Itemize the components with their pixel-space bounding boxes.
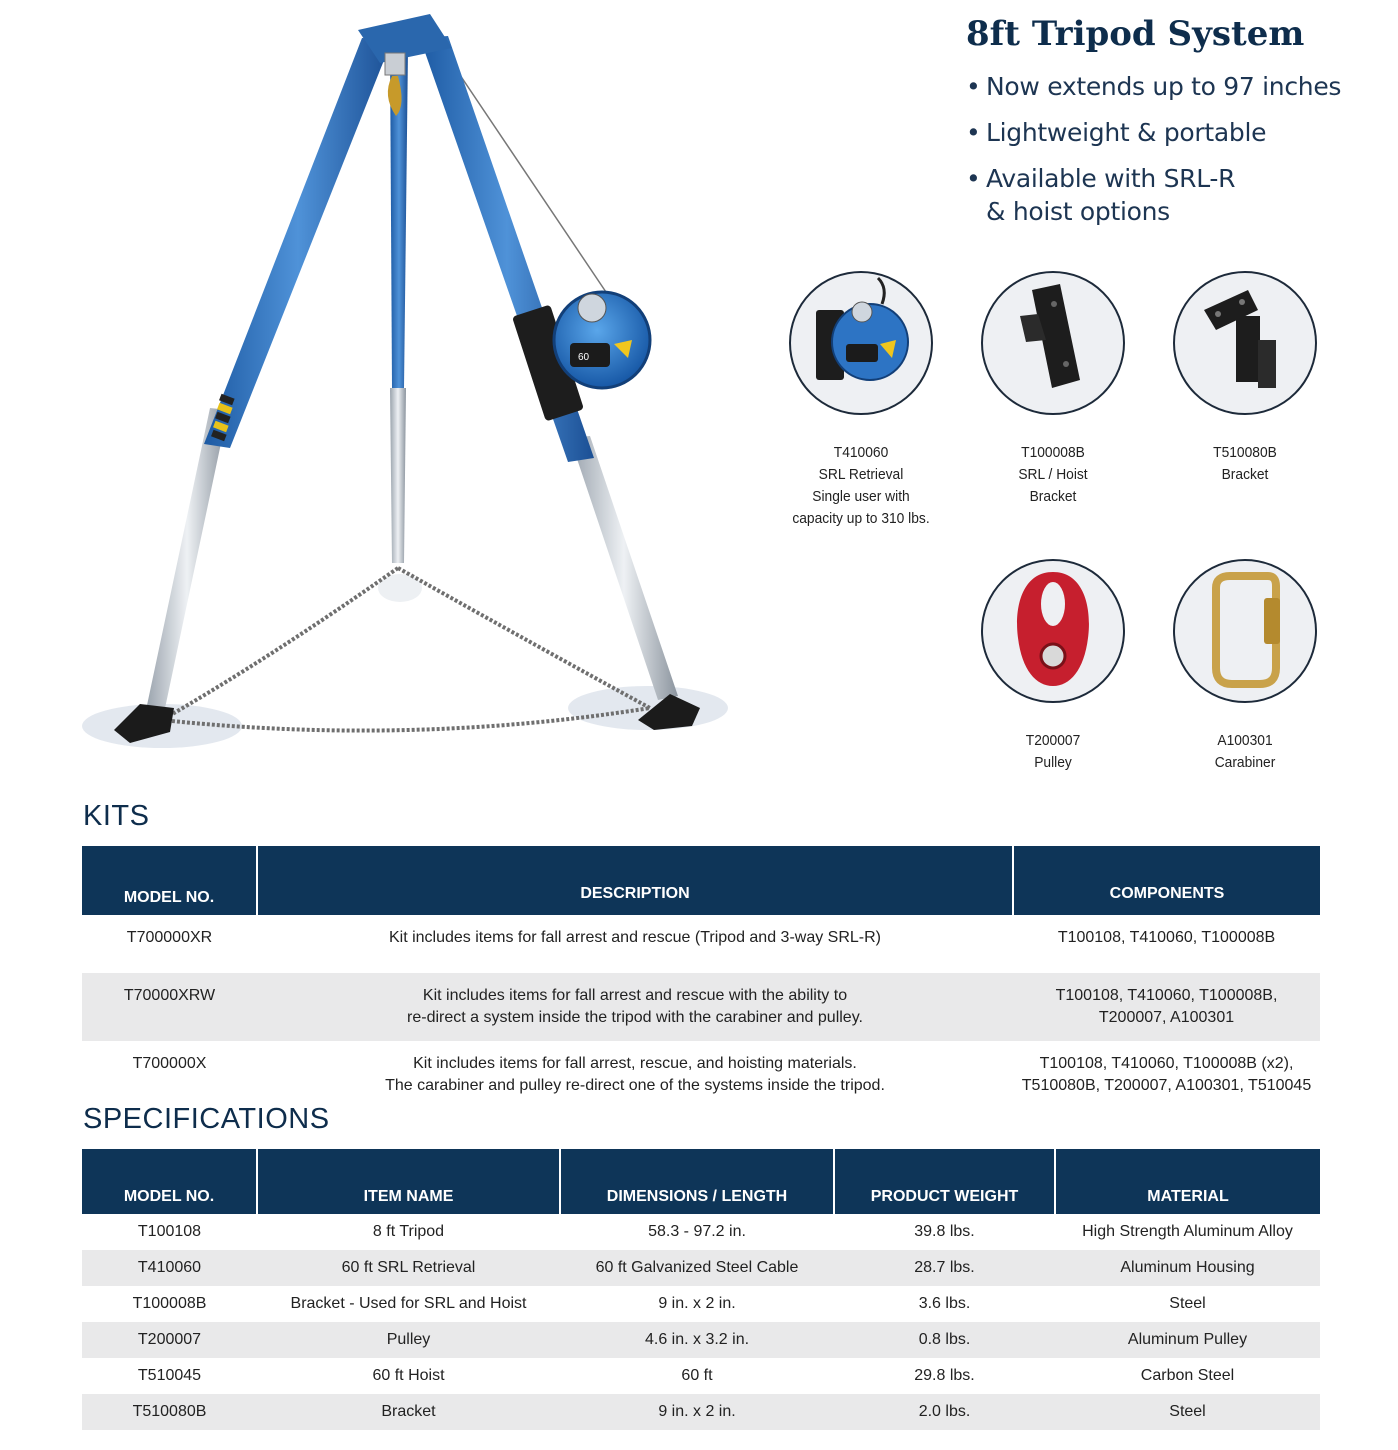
table-row: T510080B Bracket 9 in. x 2 in. 2.0 lbs. Steel [82,1394,1320,1430]
table-row: T700000X Kit includes items for fall arrest, rescue, and hoisting materials. The carabiner and pulley re-direct one of the systems inside the tripod. T100108, T410060, T100008B (x2), T510080B, T200007, A100301, T510045 [132,1055,1312,1094]
feature-item: • Lightweight & portable [966,116,1341,149]
table-row: T100008B Bracket - Used for SRL and Hoist 9 in. x 2 in. 3.6 lbs. Steel [132,1295,1206,1312]
column-header: MODEL NO. [82,846,257,915]
specifications-table [82,1149,1320,1430]
column-header: COMPONENTS [1013,846,1320,915]
feature-item: • Available with SRL-R & hoist options [966,162,1341,228]
tripod-system-image [80,8,740,758]
product-title: 8ft Tripod System [966,14,1305,54]
table-row: T510045 60 ft Hoist 60 ft 29.8 lbs. Carbon Steel [137,1367,1235,1384]
kits-title: KITS [83,800,150,832]
specifications-title: SPECIFICATIONS [83,1103,330,1135]
column-header: DESCRIPTION [257,846,1013,915]
table-row: T100108 8 ft Tripod 58.3 - 97.2 in. 39.8 lbs. High Strength Aluminum Alloy [137,1223,1293,1240]
table-row: T70000XRW Kit includes items for fall arrest and rescue with the ability to re-direct a system inside the tripod with the carabiner and pulley. T100108, T410060, T100008B, T200007, A100301 [82,973,1320,1041]
accessory-srl-hoist-bracket [958,270,1148,508]
feature-item: • Now extends up to 97 inches [966,70,1341,103]
accessory-caption: T510080B Bracket [1213,444,1277,483]
accessory-carabiner [1150,558,1340,774]
kits-table [82,846,1320,1109]
accessory-caption: T100008B SRL / Hoist Bracket [1018,444,1088,505]
accessory-bracket [1150,270,1340,486]
table-row: T200007 Pulley 4.6 in. x 3.2 in. 0.8 lbs. Aluminum Pulley [82,1322,1320,1358]
column-header: MATERIAL [1055,1149,1320,1214]
pulley-image [980,558,1126,704]
bracket-image [1172,270,1318,416]
column-header: DIMENSIONS / LENGTH [560,1149,834,1214]
column-header: PRODUCT WEIGHT [834,1149,1055,1214]
accessory-srl-retrieval [766,270,956,530]
accessory-caption: T410060 SRL Retrieval Single user with capacity up to 310 lbs. [792,444,930,527]
srl-retrieval-image [788,270,934,416]
table-row: T410060 60 ft SRL Retrieval 60 ft Galvanized Steel Cable 28.7 lbs. Aluminum Housing [82,1250,1320,1286]
carabiner-image [1172,558,1318,704]
table-row: T700000XR Kit includes items for fall arrest and rescue (Tripod and 3-way SRL-R) T100108, T410060, T100008B [126,929,1276,946]
svg-text:60: 60 [578,352,590,363]
accessory-caption: A100301 Carabiner [1214,732,1276,771]
column-header: MODEL NO. [82,1149,257,1214]
column-header: ITEM NAME [257,1149,560,1214]
srl-hoist-bracket-image [980,270,1126,416]
accessory-caption: T200007 Pulley [1025,732,1081,771]
feature-list [966,70,1341,241]
accessory-pulley [958,558,1148,774]
